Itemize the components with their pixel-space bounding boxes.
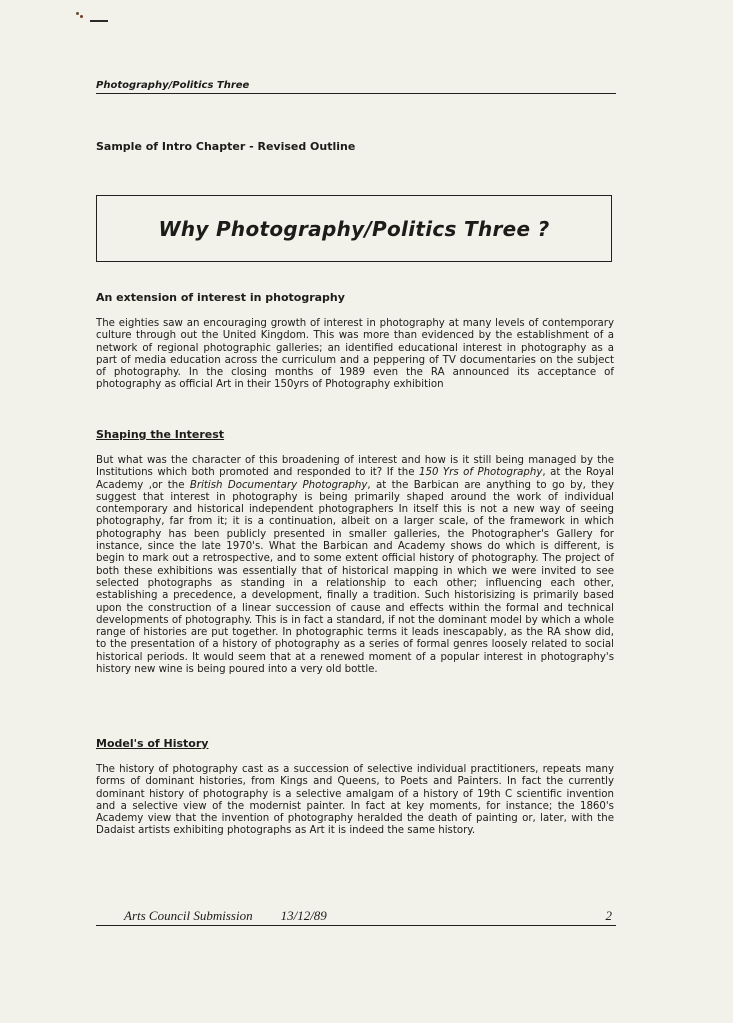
page-title: Why Photography/Politics Three ? [158, 216, 550, 241]
running-title: Photography/Politics Three [96, 80, 250, 91]
section-heading: An extension of interest in photography [96, 291, 345, 304]
section-heading: Shaping the Interest [96, 428, 225, 441]
section-body: The eighties saw an encouraging growth of interest in photography at many levels of contemporary culture through out the United Kingdom. This was more than evidenced by the establishment of a network of regional photographic galleries; an identified educational interest in photography as a part of media education across the curriculum and a peppering of TV documentaries on the subject of photography. In the closing months of 1989 even the RA announced its acceptance of photography as official Art in their 150yrs of Photography exhibition [96, 318, 614, 391]
footer-date: 13/12/89 [280, 908, 327, 923]
section-models [96, 737, 614, 838]
section-shaping [96, 428, 614, 676]
section-body: But what was the character of this broadening of interest and how is it still being managed by the Institutions which both promoted and responded to it? If the 150 Yrs of Photography, at the Royal Academy ,or the British Documentary Photography, at the Barbican are anything to go by, they suggest that interest in photography is being primarily shaped around the work of individual contemporary and historical independent photographers In itself this is not a new way of seeing photography, far from it; it is a continuation, albeit on a larger scale, of the framework in which photography has been publicly presented in smaller galleries, the Photographer's Gallery for instance, since the late 1970's. What the Barbican and Academy shows do which is different, is begin to mark out a retrospective, and to some extent official history of photography. The project of both these exhibitions was essentially that of historical mapping in which we were invited to see selected photographs as standing in a relationship to each other; influencing each other, establishing a precedence, a development, finally a tradition. Such historisizing is primarily based upon the construction of a linear succession of cause and effects within the formal and technical developments of photography. This is in fact a standard, if not the dominant model by which a whole range of histories are put together. In photographic terms it leads inescapably, as the RA show did, to the presentation of a history of photography as a series of formal genres loosely related to social historical periods. It would seem that at a renewed moment of a popular interest in photography's history new wine is being poured into a very old bottle. [96, 455, 614, 676]
page-number: 2 [605, 908, 612, 923]
section-heading: Model's of History [96, 737, 209, 750]
footer-organisation: Arts Council Submission [124, 908, 253, 923]
exhibition-title: 150 Yrs of Photography [419, 467, 543, 479]
page-footer [96, 908, 616, 926]
running-header [96, 80, 616, 94]
title-box [96, 195, 612, 262]
staple-mark [76, 10, 108, 24]
chapter-subheading: Sample of Intro Chapter - Revised Outline [96, 140, 356, 153]
exhibition-title: British Documentary Photography [189, 479, 368, 491]
section-body: The history of photography cast as a succession of selective individual practitioners, repeats many forms of dominant histories, from Kings and Queens, to Poets and Painters. In fact the currently dominant history of photography is a selective amalgam of a history of 19th C scientific invention and a selective view of the modernist painter. In fact at key moments, for instance; the 1860's Academy view that the invention of photography heralded the death of painting or, later, with the Dadaist artists exhibiting photographs as Art it is indeed the same history. [96, 764, 614, 837]
section-extension [96, 291, 614, 392]
